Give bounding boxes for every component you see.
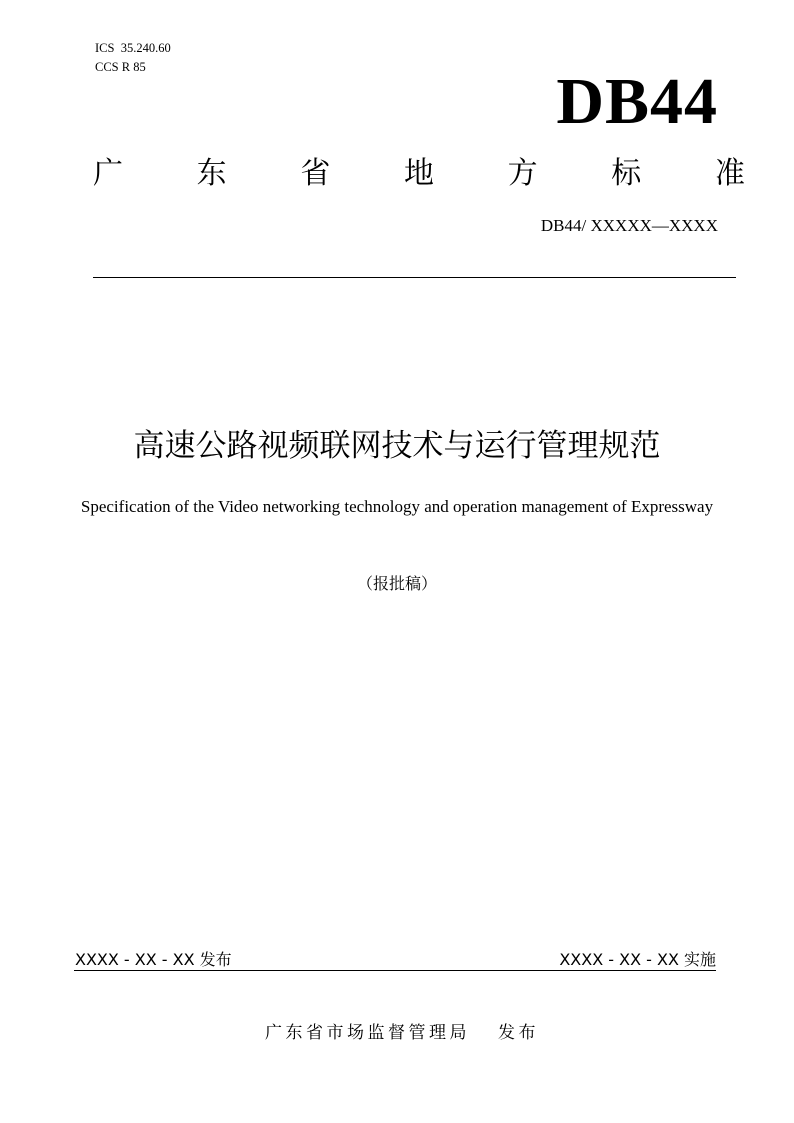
ics-code: ICS 35.240.60	[95, 41, 171, 55]
header-divider	[93, 277, 736, 278]
standard-type-char: 标	[611, 156, 642, 191]
issuer-action: 发布	[498, 1023, 539, 1043]
db-logo: DB44	[556, 65, 718, 138]
standard-type-char: 地	[403, 156, 434, 191]
document-title-zh: 高速公路视频联网技术与运行管理规范	[133, 428, 661, 464]
standard-type-char: 广	[93, 156, 123, 191]
issue-date: XXXX - XX - XX 发布	[75, 950, 232, 969]
draft-status: （报批稿）	[356, 574, 437, 593]
standard-type	[93, 154, 745, 194]
footer-divider	[74, 970, 716, 971]
ccs-code: CCS R 85	[95, 60, 146, 74]
issuer-org: 广东省市场监督管理局	[265, 1023, 470, 1043]
document-title-en: Specification of the Video networking technology and operation management of Expressway	[80, 497, 714, 516]
issuer	[265, 1021, 539, 1045]
standard-type-char: 方	[507, 156, 538, 191]
standard-type-char: 省	[300, 156, 331, 191]
standard-type-char: 准	[714, 156, 745, 191]
implementation-date: XXXX - XX - XX 实施	[559, 950, 716, 969]
standard-number: DB44/ XXXXX—XXXX	[540, 216, 718, 235]
standard-type-char: 东	[196, 156, 227, 191]
